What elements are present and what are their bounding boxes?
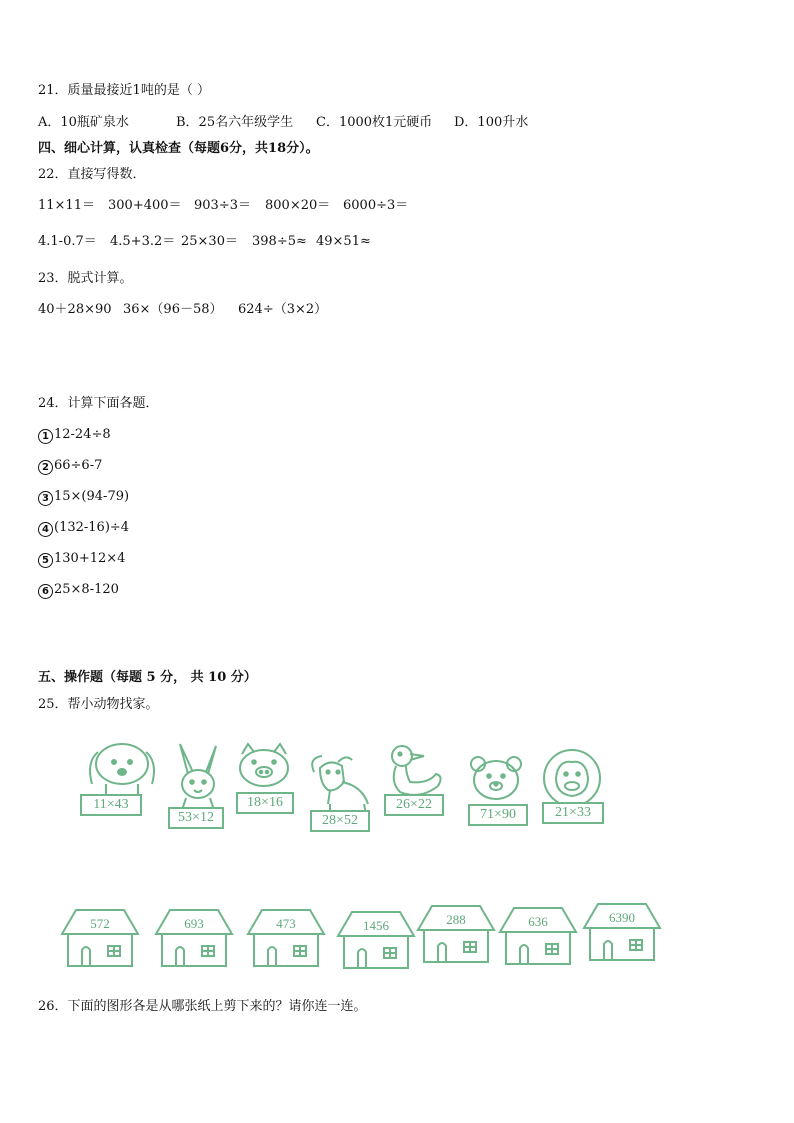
house-icon [154, 908, 234, 968]
q22-item: 4.5+3.2＝ [110, 234, 176, 249]
q23-item: 624÷（3×2） [238, 302, 328, 317]
q23-stem: 23．脱式计算。 [38, 271, 133, 286]
q22-item: 903÷3＝ [194, 198, 251, 213]
q22-item: 4.1-0.7＝ [38, 234, 97, 249]
house-number: 288 [446, 912, 466, 927]
q24-expr: 25×8-120 [54, 582, 119, 597]
q24-item [38, 457, 102, 475]
q26-stem: 26．下面的图形各是从哪张纸上剪下来的？请你连一连。 [38, 999, 367, 1014]
section4-title: 四、细心计算，认真检查（每题6分，共18分）。 [38, 141, 319, 156]
q24-expr: 66÷6-7 [54, 458, 103, 473]
q23-item: 36×（96－58） [123, 302, 223, 317]
animal-sign: 26×22 [384, 794, 444, 816]
q21-option-d: D．100升水 [454, 115, 529, 130]
section5-title: 五、操作题（每题 5 分， 共 10 分） [38, 670, 257, 685]
q24-expr: 12-24÷8 [54, 427, 111, 442]
circled-number: 2 [38, 460, 53, 475]
q22-item: 398÷5≈ [252, 234, 307, 249]
q22-item: 800×20＝ [265, 198, 331, 213]
q24-stem: 24．计算下面各题． [38, 396, 159, 411]
q21-option-b: B．25名六年级学生 [176, 115, 294, 130]
house-number: 6390 [609, 910, 635, 925]
animal-sign: 21×33 [542, 802, 604, 824]
animal-sign: 28×52 [310, 810, 370, 832]
circled-number: 3 [38, 491, 53, 506]
house-icon [498, 906, 578, 966]
house-icon [582, 902, 662, 962]
animal-sign: 11×43 [80, 794, 142, 816]
q21-options [38, 114, 528, 132]
circled-number: 5 [38, 553, 53, 568]
q22-item: 49×51≈ [316, 234, 371, 249]
q24-item [38, 550, 125, 568]
q21-option-a: A．10瓶矿泉水 [38, 115, 129, 130]
bear-icon [464, 752, 532, 832]
circled-number: 1 [38, 429, 53, 444]
q22-row2 [38, 233, 371, 251]
rabbit-icon [166, 740, 230, 828]
q22-row1 [38, 197, 408, 215]
dog-icon [76, 742, 168, 822]
house-icon [416, 904, 496, 964]
animal-sign: 18×16 [236, 792, 294, 814]
q21-option-c: C．1000枚1元硬币 [316, 115, 433, 130]
duck-icon [380, 742, 450, 824]
q24-expr: 15×(94-79) [54, 489, 130, 504]
q24-item [38, 519, 129, 537]
animal-sign: 71×90 [468, 804, 528, 826]
house-icon [246, 908, 326, 968]
q22-item: 25×30＝ [181, 234, 238, 249]
house-number: 693 [184, 916, 204, 931]
q22-item: 300+400＝ [108, 198, 182, 213]
q24-item [38, 581, 119, 599]
house-number: 636 [528, 914, 548, 929]
circled-number: 4 [38, 522, 53, 537]
q25-stem: 25．帮小动物找家。 [38, 697, 159, 712]
q22-stem: 22．直接写得数． [38, 167, 146, 182]
animal-sign: 53×12 [168, 807, 224, 829]
pig-icon [232, 740, 296, 820]
q22-item: 6000÷3＝ [343, 198, 409, 213]
house-icon [60, 908, 140, 968]
monkey-icon [538, 748, 610, 830]
house-icon [336, 910, 416, 970]
q24-expr: 130+12×4 [54, 551, 126, 566]
q21-stem: 21．质量最接近1吨的是（ ） [38, 83, 210, 98]
q24-item [38, 426, 111, 444]
q24-expr: (132-16)÷4 [54, 520, 130, 535]
q24-item [38, 488, 129, 506]
q23-items [38, 301, 327, 319]
house-number: 572 [90, 916, 110, 931]
q23-item: 40＋28×90 [38, 302, 112, 317]
house-number: 473 [276, 916, 296, 931]
house-number: 1456 [363, 918, 389, 933]
q22-item: 11×11＝ [38, 198, 95, 213]
circled-number: 6 [38, 584, 53, 599]
goat-icon [306, 752, 376, 836]
